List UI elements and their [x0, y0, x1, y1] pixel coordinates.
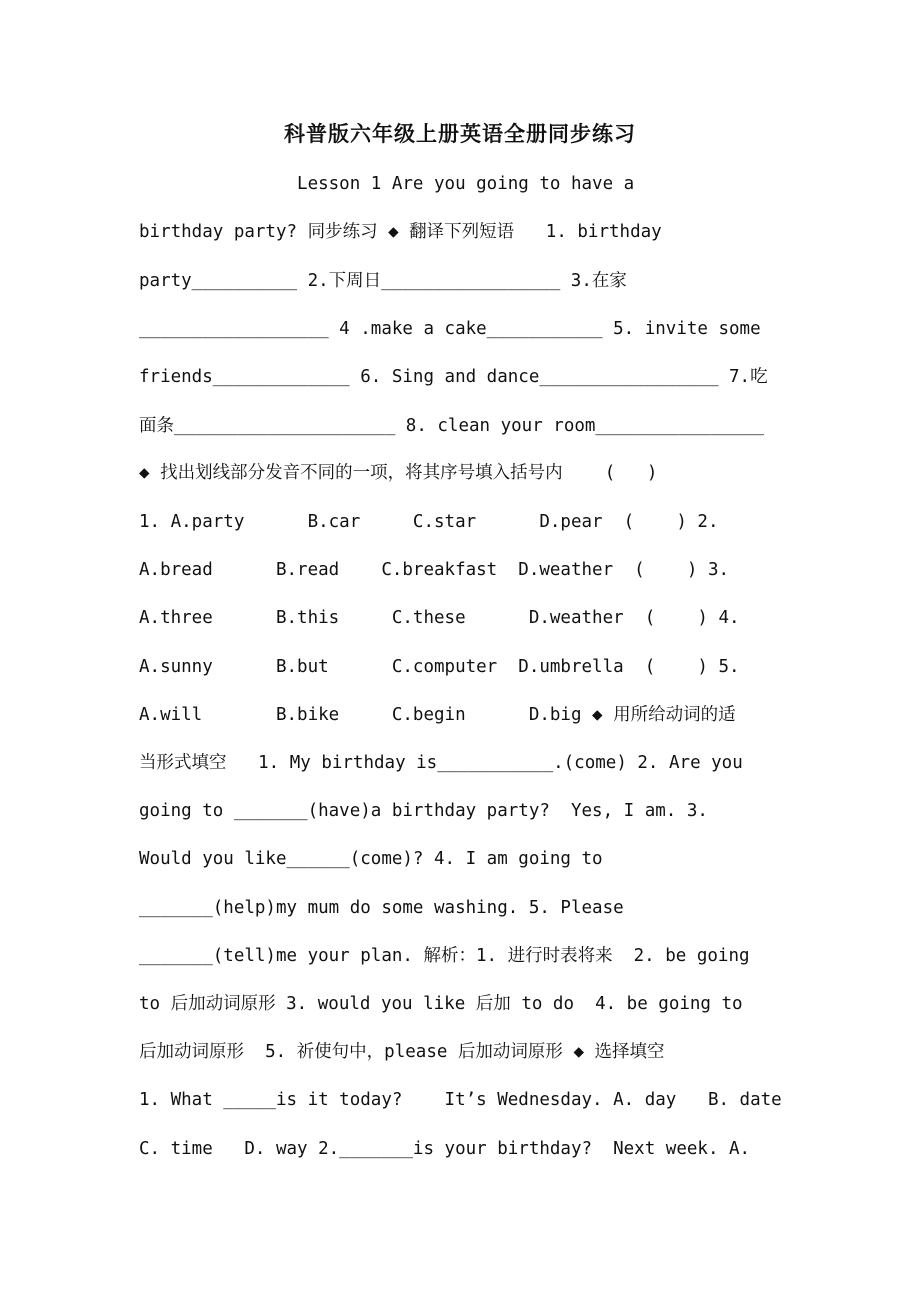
text-line-19: 后加动词原形 5. 祈使句中，please 后加动词原形 ◆ 选择填空 — [139, 1042, 665, 1062]
text-line-21: C. time D. way 2._______is your birthday? Next week. A. — [139, 1139, 751, 1159]
text-line-17: _______(tell)me your plan. 解析：1. 进行时表将来 2. be going — [139, 946, 750, 966]
text-line-18: to 后加动词原形 3. would you like 后加 to do 4. be going to — [139, 994, 743, 1014]
text-line-10: A.three B.this C.these D.weather ( ) 4. — [139, 608, 740, 628]
text-line-15: Would you like______(come)? 4. I am going to — [139, 849, 603, 869]
text-line-8: 1. A.party B.car C.star D.pear ( ) 2. — [139, 512, 719, 532]
text-line-13: 当形式填空 1. My birthday is___________.(come) 2. Are you — [139, 753, 743, 773]
text-line-20: 1. What _____is it today? It’s Wednesday. A. day B. date — [139, 1090, 782, 1110]
text-line-11: A.sunny B.but C.computer D.umbrella ( ) 5. — [139, 657, 740, 677]
text-line-7: ◆ 找出划线部分发音不同的一项，将其序号填入括号内 ( ) — [139, 463, 658, 483]
text-line-9: A.bread B.read C.breakfast D.weather ( ) 3. — [139, 560, 730, 580]
text-line-4: __________________ 4 .make a cake___________ 5. invite some — [139, 319, 761, 339]
text-line-16: _______(help)my mum do some washing. 5. Please — [139, 898, 624, 918]
page-title: 科普版六年级上册英语全册同步练习 — [284, 122, 636, 146]
text-line-1: Lesson 1 Are you going to have a — [139, 174, 635, 194]
text-line-14: going to _______(have)a birthday party? Yes, I am. 3. — [139, 801, 708, 821]
text-line-6: 面条_____________________ 8. clean your room________________ — [139, 416, 765, 436]
text-line-5: friends_____________ 6. Sing and dance_________________ 7.吃 — [139, 367, 768, 387]
text-line-12: A.will B.bike C.begin D.big ◆ 用所给动词的适 — [139, 705, 736, 725]
text-line-3: party__________ 2.下周日_________________ 3.在家 — [139, 271, 627, 291]
text-line-2: birthday party? 同步练习 ◆ 翻译下列短语 1. birthday — [139, 222, 662, 242]
